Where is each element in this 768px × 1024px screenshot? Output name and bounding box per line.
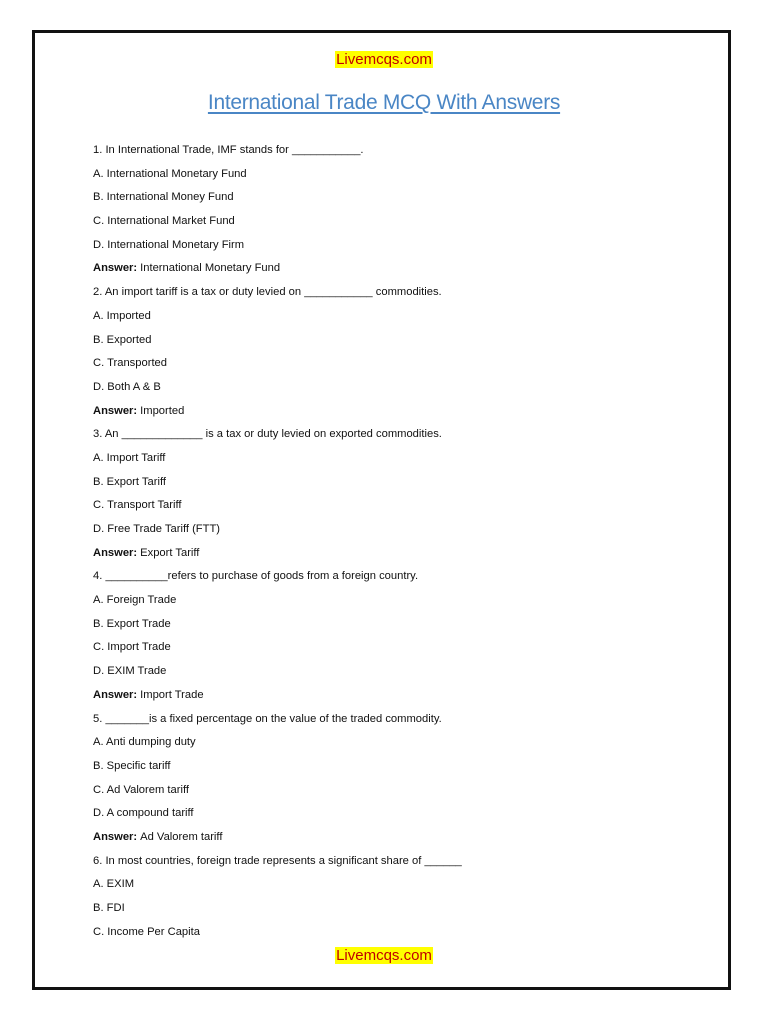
question-text: 3. An _____________ is a tax or duty levied on exported commodities. <box>93 428 442 441</box>
site-brand-footer-text: Livemcqs.com <box>336 947 432 964</box>
option-text: C. Transported <box>93 357 167 370</box>
answer-line <box>93 400 693 424</box>
option-text: D. International Monetary Firm <box>93 238 245 251</box>
option-text: B. International Money Fund <box>93 191 234 204</box>
answer-line <box>93 257 693 281</box>
option-text: B. Exported <box>93 333 152 346</box>
option-text: C. Transport Tariff <box>93 499 182 512</box>
option-text: D. EXIM Trade <box>93 665 167 678</box>
question-text: 1. In International Trade, IMF stands for ___________. <box>93 144 364 156</box>
answer-line <box>93 684 693 708</box>
option-text: A. Foreign Trade <box>93 594 177 607</box>
question-text: 5. _______is a fixed percentage on the value of the traded commodity. <box>93 712 442 725</box>
answer-text: Import Trade <box>140 688 204 701</box>
option-text: A. Anti dumping duty <box>93 736 196 749</box>
option-text: A. International Monetary Fund <box>93 167 247 180</box>
answer-label: Answer: <box>93 404 138 417</box>
answer-label: Answer: <box>93 262 138 275</box>
option-text: D. A compound tariff <box>93 807 194 820</box>
option-text: B. Specific tariff <box>93 759 171 772</box>
option-text: C. International Market Fund <box>93 215 235 228</box>
answer-label: Answer: <box>93 830 138 843</box>
answer-label: Answer: <box>93 546 138 559</box>
answer-text: International Monetary Fund <box>140 262 281 275</box>
option-text: D. Both A & B <box>93 380 161 393</box>
question-text: 2. An import tariff is a tax or duty levied on ___________ commodities. <box>93 286 442 299</box>
option-text: B. Export Trade <box>93 617 171 630</box>
answer-text: Export Tariff <box>140 546 200 559</box>
answer-line <box>93 826 693 850</box>
answer-text: Imported <box>140 404 185 417</box>
question-text: 4. __________refers to purchase of goods from a foreign country. <box>93 570 419 583</box>
site-brand-header[interactable] <box>0 50 768 70</box>
option-text: A. EXIM <box>93 878 135 891</box>
answer-text: Ad Valorem tariff <box>140 830 223 843</box>
option-text: D. Free Trade Tariff (FTT) <box>93 523 221 535</box>
option-text: A. Imported <box>93 309 151 322</box>
option-text: C. Income Per Capita <box>93 925 200 938</box>
option-text: C. Import Trade <box>93 641 171 654</box>
answer-label: Answer: <box>93 688 138 701</box>
option-text: B. Export Tariff <box>93 475 166 488</box>
option-text: A. Import Tariff <box>93 451 166 464</box>
mcq-list <box>93 139 693 944</box>
question-text: 6. In most countries, foreign trade represents a significant share of ______ <box>93 854 462 867</box>
option-text: C. Ad Valorem tariff <box>93 783 189 796</box>
answer-line <box>93 542 693 566</box>
site-brand-header-text: Livemcqs.com <box>336 51 432 68</box>
document-title: International Trade MCQ With Answers <box>207 91 561 114</box>
site-brand-footer[interactable] <box>0 946 768 966</box>
option-text: B. FDI <box>93 902 125 914</box>
